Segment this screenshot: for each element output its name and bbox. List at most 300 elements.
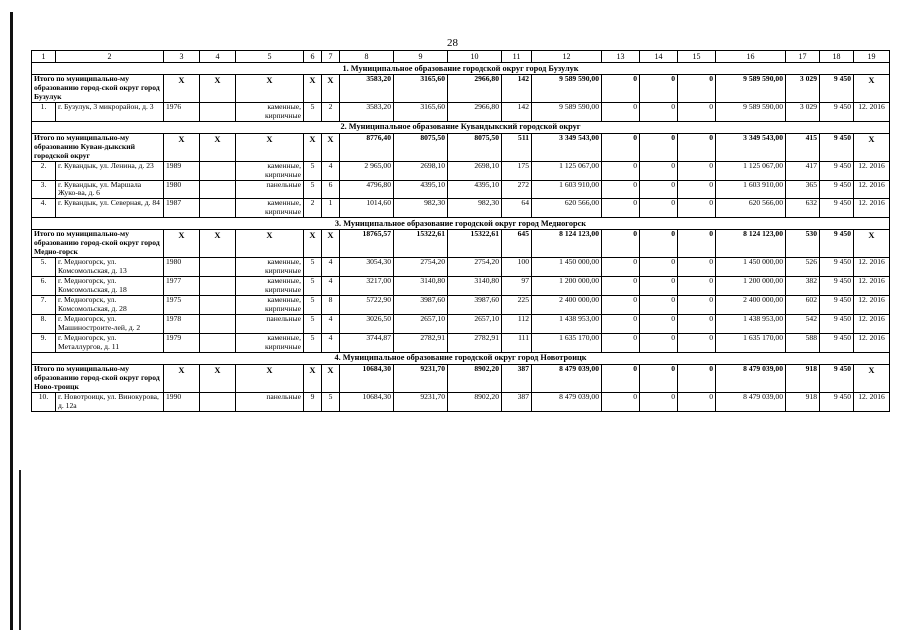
row-c8: 3026,50 (340, 314, 394, 333)
row-year: 1977 (164, 277, 200, 296)
table-row (32, 199, 890, 218)
row-c11: 142 (502, 102, 532, 121)
row-c19: 12. 2016 (854, 161, 890, 180)
column-header-3: 3 (164, 51, 200, 63)
column-header-2: 2 (56, 51, 164, 63)
row-c12: 8 479 039,00 (532, 392, 602, 411)
total-c14: 0 (640, 75, 678, 103)
row-c4 (200, 333, 236, 352)
total-name: Итого по муниципально-му образованию Куван-дыкский городской округ (32, 133, 164, 161)
total-c3: X (164, 75, 200, 103)
scan-edge-bar-secondary (19, 470, 21, 630)
row-c15: 0 (678, 258, 716, 277)
row-c4 (200, 296, 236, 315)
row-c12: 1 450 000,00 (532, 258, 602, 277)
row-c17: 602 (786, 296, 820, 315)
row-c12: 1 200 000,00 (532, 277, 602, 296)
table-row (32, 392, 890, 411)
row-c14: 0 (640, 333, 678, 352)
row-number: 3. (32, 180, 56, 199)
row-c13: 0 (602, 258, 640, 277)
row-c10: 8902,20 (448, 392, 502, 411)
row-c8: 10684,30 (340, 392, 394, 411)
total-c15: 0 (678, 364, 716, 392)
row-material: каменные, кирпичные (236, 102, 304, 121)
total-c19: X (854, 364, 890, 392)
total-c12: 8 479 039,00 (532, 364, 602, 392)
row-c17: 417 (786, 161, 820, 180)
total-c18: 9 450 (820, 230, 854, 258)
row-c13: 0 (602, 392, 640, 411)
row-c15: 0 (678, 199, 716, 218)
row-year: 1989 (164, 161, 200, 180)
row-year: 1987 (164, 199, 200, 218)
column-header-5: 5 (236, 51, 304, 63)
row-c11: 225 (502, 296, 532, 315)
row-c8: 3054,30 (340, 258, 394, 277)
row-material: каменные, кирпичные (236, 161, 304, 180)
row-number: 5. (32, 258, 56, 277)
row-c10: 4395,10 (448, 180, 502, 199)
row-c11: 175 (502, 161, 532, 180)
row-year: 1976 (164, 102, 200, 121)
row-number: 1. (32, 102, 56, 121)
row-c10: 2966,80 (448, 102, 502, 121)
column-header-19: 19 (854, 51, 890, 63)
row-c9: 2754,20 (394, 258, 448, 277)
total-c7: X (322, 133, 340, 161)
total-c9: 3165,60 (394, 75, 448, 103)
row-floors: 5 (304, 161, 322, 180)
row-c18: 9 450 (820, 296, 854, 315)
row-c17: 365 (786, 180, 820, 199)
column-header-14: 14 (640, 51, 678, 63)
row-material: каменные, кирпичные (236, 296, 304, 315)
row-c13: 0 (602, 333, 640, 352)
row-year: 1978 (164, 314, 200, 333)
row-floors: 5 (304, 180, 322, 199)
total-c8: 3583,20 (340, 75, 394, 103)
total-c3: X (164, 364, 200, 392)
row-c19: 12. 2016 (854, 277, 890, 296)
row-year: 1990 (164, 392, 200, 411)
row-c17: 632 (786, 199, 820, 218)
total-c8: 8776,40 (340, 133, 394, 161)
row-year: 1979 (164, 333, 200, 352)
row-c12: 1 438 953,00 (532, 314, 602, 333)
row-number: 6. (32, 277, 56, 296)
row-number: 4. (32, 199, 56, 218)
total-c10: 2966,80 (448, 75, 502, 103)
row-c10: 2754,20 (448, 258, 502, 277)
row-c4 (200, 314, 236, 333)
row-c9: 2698,10 (394, 161, 448, 180)
row-c13: 0 (602, 199, 640, 218)
row-c16: 1 450 000,00 (716, 258, 786, 277)
row-number: 9. (32, 333, 56, 352)
total-name: Итого по муниципально-му образованию город-ской округ город Бузулук (32, 75, 164, 103)
row-material: каменные, кирпичные (236, 333, 304, 352)
column-header-18: 18 (820, 51, 854, 63)
column-header-17: 17 (786, 51, 820, 63)
row-c15: 0 (678, 277, 716, 296)
row-c18: 9 450 (820, 277, 854, 296)
column-header-15: 15 (678, 51, 716, 63)
section-title-row (32, 218, 890, 230)
row-c12: 1 125 067,00 (532, 161, 602, 180)
row-c13: 0 (602, 161, 640, 180)
row-c18: 9 450 (820, 180, 854, 199)
total-c18: 9 450 (820, 364, 854, 392)
section-title-row (32, 352, 890, 364)
total-c5: X (236, 133, 304, 161)
row-address: г. Медногорск, ул. Комсомольская, д. 18 (56, 277, 164, 296)
section-title: 4. Муниципальное образование городской округ город Новотроицк (32, 352, 890, 364)
row-c9: 3987,60 (394, 296, 448, 315)
total-c7: X (322, 230, 340, 258)
total-c13: 0 (602, 364, 640, 392)
row-number: 2. (32, 161, 56, 180)
section-title: 2. Муниципальное образование Кувандыкский городской округ (32, 121, 890, 133)
column-header-10: 10 (448, 51, 502, 63)
column-header-6: 6 (304, 51, 322, 63)
row-c18: 9 450 (820, 102, 854, 121)
total-c11: 387 (502, 364, 532, 392)
total-c6: X (304, 230, 322, 258)
row-number: 8. (32, 314, 56, 333)
section-title: 3. Муниципальное образование городской округ город Медногорск (32, 218, 890, 230)
section-title: 1. Муниципальное образование городской округ город Бузулук (32, 63, 890, 75)
row-entrances: 2 (322, 102, 340, 121)
row-c16: 2 400 000,00 (716, 296, 786, 315)
total-c12: 3 349 543,00 (532, 133, 602, 161)
row-c8: 5722,90 (340, 296, 394, 315)
scan-edge-bar (10, 12, 13, 630)
row-entrances: 4 (322, 333, 340, 352)
column-header-12: 12 (532, 51, 602, 63)
row-c9: 3140,80 (394, 277, 448, 296)
row-c14: 0 (640, 161, 678, 180)
total-c16: 8 479 039,00 (716, 364, 786, 392)
total-c7: X (322, 75, 340, 103)
row-c15: 0 (678, 392, 716, 411)
row-year: 1975 (164, 296, 200, 315)
column-header-16: 16 (716, 51, 786, 63)
row-address: г. Кувандык, ул. Северная, д. 84 (56, 199, 164, 218)
section-total-row (32, 364, 890, 392)
row-c12: 2 400 000,00 (532, 296, 602, 315)
row-address: г. Медногорск, ул. Машиностроите-лей, д. 2 (56, 314, 164, 333)
total-c13: 0 (602, 133, 640, 161)
total-c6: X (304, 364, 322, 392)
row-c9: 3165,60 (394, 102, 448, 121)
row-c17: 3 029 (786, 102, 820, 121)
total-c16: 3 349 543,00 (716, 133, 786, 161)
section-total-row (32, 133, 890, 161)
row-floors: 5 (304, 102, 322, 121)
total-c12: 8 124 123,00 (532, 230, 602, 258)
row-c15: 0 (678, 102, 716, 121)
table-row (32, 333, 890, 352)
row-c14: 0 (640, 314, 678, 333)
total-c8: 18765,57 (340, 230, 394, 258)
row-entrances: 4 (322, 258, 340, 277)
page-number: 28 (447, 37, 458, 49)
column-header-7: 7 (322, 51, 340, 63)
row-c9: 2657,10 (394, 314, 448, 333)
table-row (32, 314, 890, 333)
row-entrances: 4 (322, 161, 340, 180)
total-name: Итого по муниципально-му образованию город-ской округ город Медно-горск (32, 230, 164, 258)
row-c19: 12. 2016 (854, 333, 890, 352)
row-floors: 5 (304, 296, 322, 315)
total-c11: 645 (502, 230, 532, 258)
row-c13: 0 (602, 296, 640, 315)
row-c14: 0 (640, 180, 678, 199)
row-address: г. Новотроицк, ул. Винокурова, д. 12а (56, 392, 164, 411)
row-material: каменные, кирпичные (236, 258, 304, 277)
row-c15: 0 (678, 161, 716, 180)
row-c17: 382 (786, 277, 820, 296)
row-c9: 2782,91 (394, 333, 448, 352)
total-c19: X (854, 133, 890, 161)
total-c6: X (304, 75, 322, 103)
total-c5: X (236, 75, 304, 103)
row-material: каменные, кирпичные (236, 277, 304, 296)
column-number-header-row (32, 51, 890, 63)
row-c12: 9 589 590,00 (532, 102, 602, 121)
row-floors: 5 (304, 258, 322, 277)
row-c11: 387 (502, 392, 532, 411)
row-c12: 620 566,00 (532, 199, 602, 218)
row-c4 (200, 102, 236, 121)
row-c8: 3217,00 (340, 277, 394, 296)
total-c15: 0 (678, 75, 716, 103)
total-c16: 9 589 590,00 (716, 75, 786, 103)
total-c4: X (200, 133, 236, 161)
section-title-row (32, 63, 890, 75)
table-row (32, 180, 890, 199)
row-c4 (200, 199, 236, 218)
row-c19: 12. 2016 (854, 258, 890, 277)
row-entrances: 1 (322, 199, 340, 218)
total-c11: 511 (502, 133, 532, 161)
row-entrances: 4 (322, 277, 340, 296)
row-entrances: 6 (322, 180, 340, 199)
table-row (32, 296, 890, 315)
row-c4 (200, 277, 236, 296)
row-c19: 12. 2016 (854, 392, 890, 411)
row-c13: 0 (602, 180, 640, 199)
row-c13: 0 (602, 314, 640, 333)
row-c17: 526 (786, 258, 820, 277)
row-c15: 0 (678, 314, 716, 333)
row-floors: 2 (304, 199, 322, 218)
row-c10: 982,30 (448, 199, 502, 218)
row-address: г. Бузулук, 3 микрорайон, д. 3 (56, 102, 164, 121)
total-c8: 10684,30 (340, 364, 394, 392)
row-c18: 9 450 (820, 258, 854, 277)
total-c10: 15322,61 (448, 230, 502, 258)
row-material: панельные (236, 392, 304, 411)
row-c10: 2698,10 (448, 161, 502, 180)
row-c14: 0 (640, 392, 678, 411)
registry-table-body (32, 51, 890, 412)
total-c14: 0 (640, 133, 678, 161)
column-header-9: 9 (394, 51, 448, 63)
row-c18: 9 450 (820, 314, 854, 333)
row-c14: 0 (640, 199, 678, 218)
row-c9: 982,30 (394, 199, 448, 218)
row-c16: 8 479 039,00 (716, 392, 786, 411)
total-c9: 8075,50 (394, 133, 448, 161)
total-c4: X (200, 364, 236, 392)
total-c10: 8902,20 (448, 364, 502, 392)
total-c7: X (322, 364, 340, 392)
row-c11: 64 (502, 199, 532, 218)
row-number: 10. (32, 392, 56, 411)
total-c15: 0 (678, 133, 716, 161)
row-entrances: 8 (322, 296, 340, 315)
column-header-1: 1 (32, 51, 56, 63)
row-entrances: 5 (322, 392, 340, 411)
row-c19: 12. 2016 (854, 180, 890, 199)
row-c9: 4395,10 (394, 180, 448, 199)
row-c19: 12. 2016 (854, 199, 890, 218)
row-c9: 9231,70 (394, 392, 448, 411)
row-c10: 3140,80 (448, 277, 502, 296)
total-c3: X (164, 133, 200, 161)
row-material: панельные (236, 180, 304, 199)
row-c14: 0 (640, 258, 678, 277)
row-c15: 0 (678, 333, 716, 352)
column-header-4: 4 (200, 51, 236, 63)
column-header-11: 11 (502, 51, 532, 63)
row-c8: 3744,87 (340, 333, 394, 352)
row-c4 (200, 392, 236, 411)
row-c4 (200, 258, 236, 277)
table-row (32, 258, 890, 277)
row-number: 7. (32, 296, 56, 315)
row-c12: 1 635 170,00 (532, 333, 602, 352)
total-c17: 415 (786, 133, 820, 161)
row-c18: 9 450 (820, 392, 854, 411)
row-address: г. Кувандык, ул. Ленина, д. 23 (56, 161, 164, 180)
row-material: каменные, кирпичные (236, 199, 304, 218)
column-header-13: 13 (602, 51, 640, 63)
total-c13: 0 (602, 230, 640, 258)
total-c6: X (304, 133, 322, 161)
row-c13: 0 (602, 102, 640, 121)
row-floors: 5 (304, 277, 322, 296)
row-address: г. Медногорск, ул. Металлургов, д. 11 (56, 333, 164, 352)
row-c16: 1 125 067,00 (716, 161, 786, 180)
total-c11: 142 (502, 75, 532, 103)
table-row (32, 161, 890, 180)
total-c4: X (200, 230, 236, 258)
total-c13: 0 (602, 75, 640, 103)
row-c8: 1014,60 (340, 199, 394, 218)
registry-table (31, 50, 890, 412)
row-c17: 542 (786, 314, 820, 333)
total-c4: X (200, 75, 236, 103)
total-c12: 9 589 590,00 (532, 75, 602, 103)
row-c19: 12. 2016 (854, 296, 890, 315)
total-c15: 0 (678, 230, 716, 258)
row-floors: 5 (304, 314, 322, 333)
row-c16: 1 200 000,00 (716, 277, 786, 296)
total-c9: 15322,61 (394, 230, 448, 258)
row-c10: 2657,10 (448, 314, 502, 333)
total-c14: 0 (640, 364, 678, 392)
total-c19: X (854, 75, 890, 103)
total-c19: X (854, 230, 890, 258)
total-c14: 0 (640, 230, 678, 258)
row-c11: 111 (502, 333, 532, 352)
row-year: 1980 (164, 180, 200, 199)
row-c16: 1 635 170,00 (716, 333, 786, 352)
section-total-row (32, 75, 890, 103)
row-c8: 2 965,00 (340, 161, 394, 180)
row-c11: 100 (502, 258, 532, 277)
total-c16: 8 124 123,00 (716, 230, 786, 258)
row-c12: 1 603 910,00 (532, 180, 602, 199)
row-c4 (200, 180, 236, 199)
section-title-row (32, 121, 890, 133)
total-c17: 3 029 (786, 75, 820, 103)
row-c17: 918 (786, 392, 820, 411)
row-c11: 272 (502, 180, 532, 199)
row-year: 1980 (164, 258, 200, 277)
row-address: г. Медногорск, ул. Комсомольская, д. 13 (56, 258, 164, 277)
row-address: г. Кувандык, ул. Маршала Жуко-ва, д. 6 (56, 180, 164, 199)
total-c10: 8075,50 (448, 133, 502, 161)
total-c9: 9231,70 (394, 364, 448, 392)
row-c11: 112 (502, 314, 532, 333)
total-c18: 9 450 (820, 133, 854, 161)
row-material: панельные (236, 314, 304, 333)
section-total-row (32, 230, 890, 258)
row-c10: 2782,91 (448, 333, 502, 352)
row-address: г. Медногорск, ул. Комсомольская, д. 28 (56, 296, 164, 315)
row-c18: 9 450 (820, 333, 854, 352)
row-c18: 9 450 (820, 199, 854, 218)
row-c14: 0 (640, 102, 678, 121)
total-c5: X (236, 230, 304, 258)
total-c17: 918 (786, 364, 820, 392)
row-c16: 1 438 953,00 (716, 314, 786, 333)
total-c5: X (236, 364, 304, 392)
row-c14: 0 (640, 277, 678, 296)
column-header-8: 8 (340, 51, 394, 63)
row-floors: 9 (304, 392, 322, 411)
row-c16: 9 589 590,00 (716, 102, 786, 121)
row-c18: 9 450 (820, 161, 854, 180)
total-c3: X (164, 230, 200, 258)
row-c16: 620 566,00 (716, 199, 786, 218)
row-c10: 3987,60 (448, 296, 502, 315)
row-c19: 12. 2016 (854, 314, 890, 333)
row-c4 (200, 161, 236, 180)
row-c15: 0 (678, 296, 716, 315)
total-c17: 530 (786, 230, 820, 258)
row-c16: 1 603 910,00 (716, 180, 786, 199)
table-row (32, 277, 890, 296)
row-c19: 12. 2016 (854, 102, 890, 121)
row-c13: 0 (602, 277, 640, 296)
total-c18: 9 450 (820, 75, 854, 103)
row-c11: 97 (502, 277, 532, 296)
